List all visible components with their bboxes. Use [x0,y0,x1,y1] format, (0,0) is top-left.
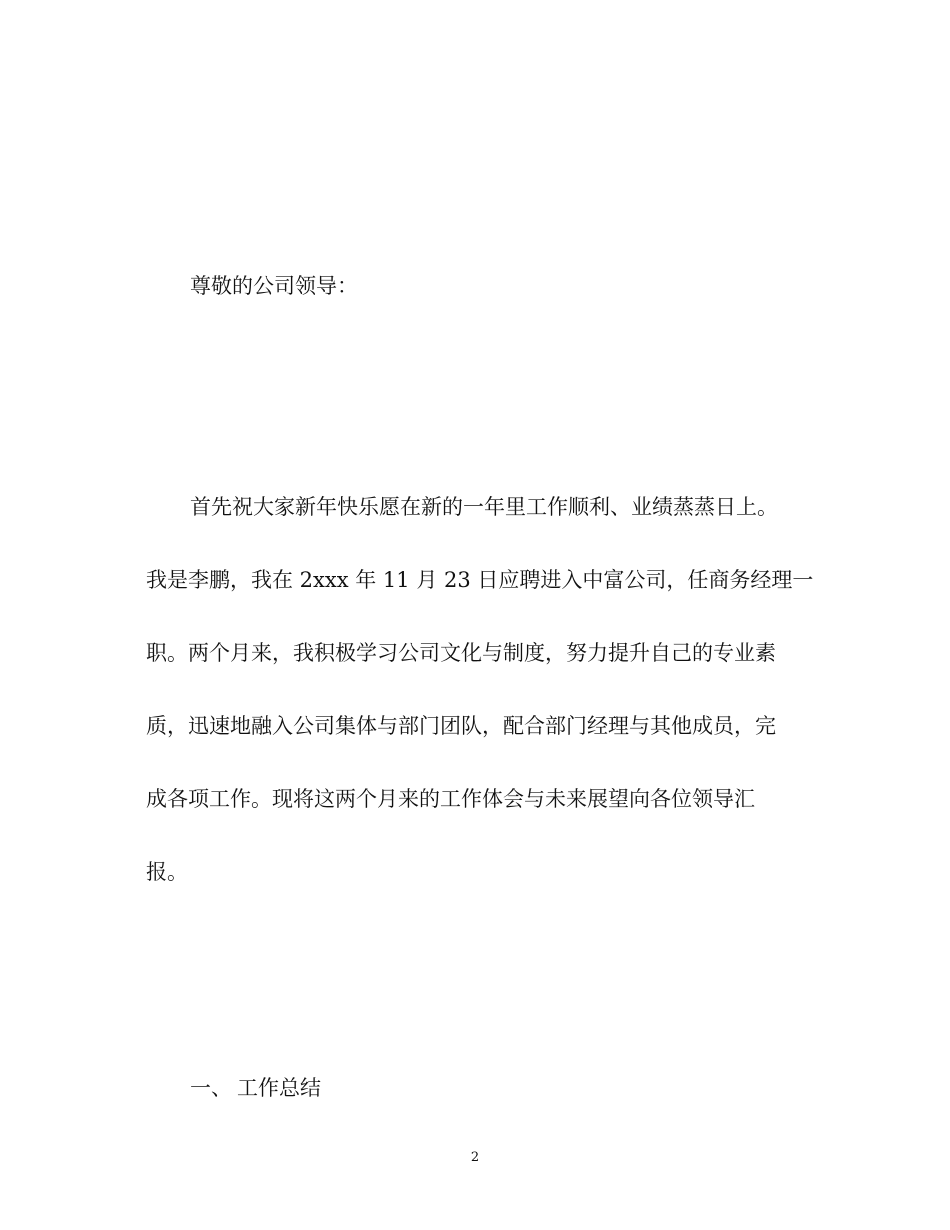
paragraph-line-1: 首先祝大家新年快乐愿在新的一年里工作顺利、业绩蒸蒸日上。 [190,495,778,519]
paragraph-line-4: 质，迅速地融入公司集体与部门团队，配合部门经理与其他成员，完 [146,714,776,738]
paragraph-line-2: 我是李鹏，我在 2xxx 年 11 月 23 日应聘进入中富公司，任商务经理一 [146,568,814,592]
page-number: 2 [470,1150,480,1165]
paragraph-line-3: 职。两个月来，我积极学习公司文化与制度，努力提升自己的专业素 [146,641,776,665]
section-heading-number: 一、 [190,1076,232,1100]
section-heading [190,1074,321,1102]
paragraph-line-6: 报。 [146,860,188,884]
salutation: 尊敬的公司领导： [190,274,358,298]
section-heading-title: 工作总结 [237,1076,321,1100]
paragraph-line-5: 成各项工作。现将这两个月来的工作体会与未来展望向各位领导汇 [146,787,755,811]
